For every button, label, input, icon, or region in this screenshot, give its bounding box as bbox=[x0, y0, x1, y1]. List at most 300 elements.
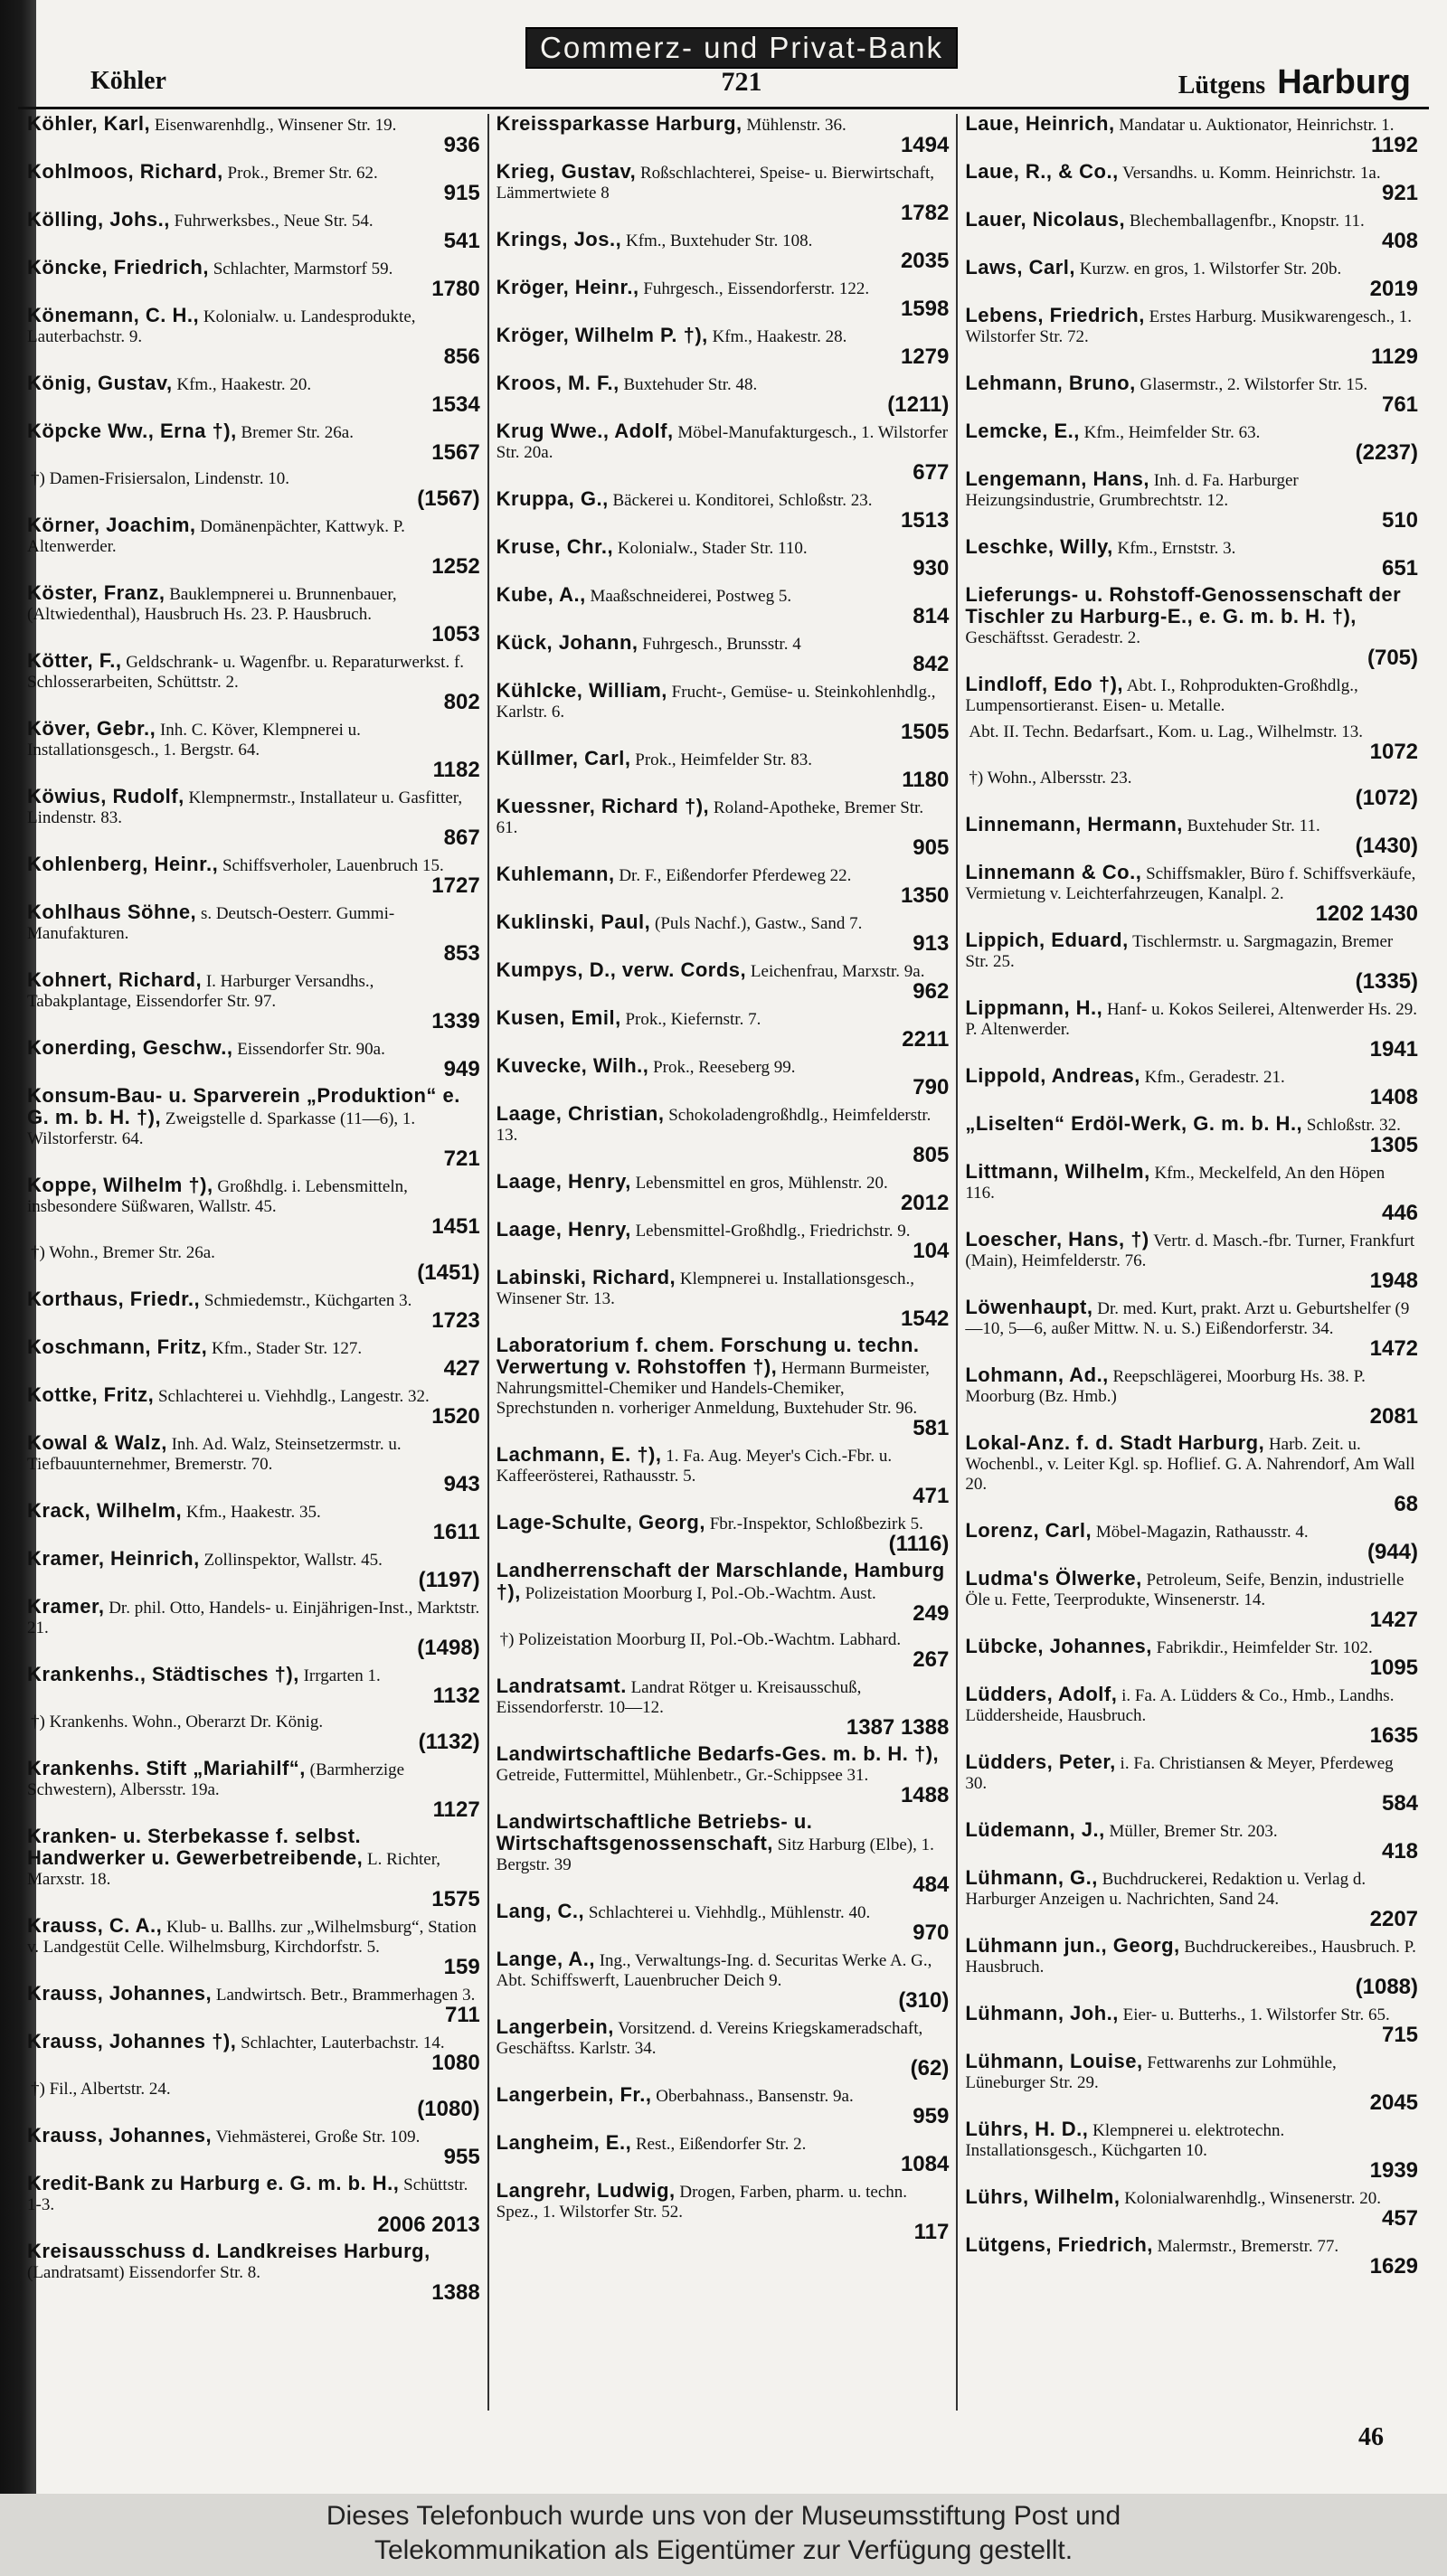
directory-entry bbox=[497, 864, 950, 906]
entry-name: Kramer, Heinrich, bbox=[27, 1547, 200, 1570]
entry-phone-number: 471 bbox=[913, 1484, 950, 1508]
entry-body bbox=[27, 1289, 480, 1311]
entry-details: Schmiedemstr., Küchgarten 3. bbox=[203, 1291, 412, 1310]
directory-entry bbox=[27, 306, 480, 367]
directory-entry bbox=[965, 1752, 1418, 1814]
entry-details: Buxtehuder Str. 11. bbox=[1187, 816, 1320, 835]
entry-body bbox=[965, 210, 1418, 231]
directory-entry bbox=[497, 2085, 950, 2127]
entry-name: Kölling, Johs., bbox=[27, 208, 170, 231]
entry-body bbox=[27, 1916, 480, 1958]
entry-phone-number: 959 bbox=[913, 2104, 950, 2128]
entry-details: Polizeistation Moorburg I, Pol.-Ob.-Wachtm. Aust. bbox=[525, 1584, 876, 1603]
directory-entry bbox=[965, 1297, 1418, 1359]
entry-phone-number: 1132 bbox=[432, 1684, 480, 1708]
directory-entry bbox=[497, 489, 950, 531]
entry-phone-number: 651 bbox=[1381, 556, 1419, 580]
entry-body bbox=[497, 1561, 950, 1604]
entry-phone-number: 1941 bbox=[1369, 1037, 1419, 1062]
entry-body bbox=[965, 1066, 1418, 1088]
entry-phone-number: 1387 1388 bbox=[846, 1715, 950, 1740]
entry-phone-number: 1388 bbox=[431, 2280, 480, 2305]
entry-body bbox=[965, 1684, 1418, 1726]
entry-details: Kfm., Haakestr. 20. bbox=[176, 375, 312, 394]
entry-details: Schlachter, Marmstorf 59. bbox=[213, 259, 393, 278]
directory-entry bbox=[965, 675, 1418, 716]
listing-column-2 bbox=[489, 114, 959, 2411]
entry-details: Fettwarenhs zur Lohmühle, Lüneburger Str. 29. bbox=[965, 2053, 1337, 2092]
entry-phone-number: (944) bbox=[1367, 1540, 1419, 1564]
entry-name: Lauer, Nicolaus, bbox=[965, 208, 1126, 231]
entry-body bbox=[497, 864, 950, 886]
entry-name: Lühmann, Joh., bbox=[965, 2002, 1119, 2024]
entry-phone-number: 915 bbox=[443, 181, 480, 205]
entry-details: Blechemballagenfbr., Knopstr. 11. bbox=[1129, 212, 1365, 231]
footer-line-2: Telekommunikation als Eigentümer zur Verfügung gestellt. bbox=[374, 2535, 1073, 2565]
entry-name: Köncke, Friedrich, bbox=[27, 256, 209, 278]
entry-body bbox=[27, 1826, 480, 1890]
entry-details: Schlachterei u. Viehhdlg., Langestr. 32. bbox=[157, 1387, 430, 1406]
entry-details: †) Wohn., Bremer Str. 26a. bbox=[31, 1243, 215, 1262]
entry-name: Lühmann, G., bbox=[965, 1866, 1098, 1889]
directory-entry bbox=[497, 1561, 950, 1624]
entry-body bbox=[965, 863, 1418, 904]
entry-phone-number: 761 bbox=[1381, 392, 1419, 417]
entry-name: Lokal-Anz. f. d. Stadt Harburg, bbox=[965, 1431, 1265, 1454]
entry-body bbox=[497, 585, 950, 607]
entry-body bbox=[965, 1365, 1418, 1407]
directory-entry bbox=[965, 1433, 1418, 1514]
directory-entry bbox=[27, 1916, 480, 1977]
directory-entry bbox=[965, 2004, 1418, 2045]
entry-body bbox=[497, 114, 950, 136]
entry-body bbox=[27, 373, 480, 395]
entry-phone-number: 2045 bbox=[1369, 2090, 1419, 2115]
entry-body bbox=[965, 2004, 1418, 2025]
entry-body bbox=[497, 2017, 950, 2059]
entry-name: Lohmann, Ad., bbox=[965, 1363, 1109, 1386]
entry-phone-number: 117 bbox=[913, 2220, 950, 2244]
entry-details: Geschäftsst. Geradestr. 2. bbox=[965, 628, 1140, 647]
entry-name: Labinski, Richard, bbox=[496, 1266, 676, 1288]
entry-name: Kranken- u. Sterbekasse f. selbst. Handwerker u. Gewerbetreibende, bbox=[27, 1825, 364, 1869]
directory-entry bbox=[965, 162, 1418, 203]
entry-phone-number: 1350 bbox=[900, 883, 950, 908]
entry-body bbox=[27, 210, 480, 231]
entry-body bbox=[27, 421, 480, 443]
entry-phone-number: (2237) bbox=[1355, 440, 1419, 465]
entry-phone-number: (1211) bbox=[887, 392, 950, 417]
entry-body bbox=[965, 373, 1418, 395]
entry-body bbox=[965, 2187, 1418, 2209]
entry-name: Koppe, Wilhelm †), bbox=[27, 1174, 213, 1196]
entry-body bbox=[27, 162, 480, 184]
entry-phone-number: 1520 bbox=[431, 1404, 480, 1429]
entry-body bbox=[27, 970, 480, 1012]
entry-details: Vertr. d. Masch.-fbr. Turner, Frankfurt (Main), Heimfelderstr. 76. bbox=[965, 1231, 1415, 1270]
entry-details: Klempnerei u. Installationsgesch., Winsener Str. 13. bbox=[496, 1269, 914, 1308]
entry-name: Littmann, Wilhelm, bbox=[965, 1160, 1150, 1183]
header-last-entry bbox=[1178, 63, 1411, 102]
entry-details: Hermann Burmeister, Nahrungsmittel-Chemiker und Handels-Chemiker, Sprechstunden n. vorheriger Anmeldung, Buxtehuder Str. 96. bbox=[496, 1359, 930, 1418]
directory-entry bbox=[27, 210, 480, 251]
entry-details: i. Fa. A. Lüdders & Co., Hmb., Landhs. Lüddersheide, Hausbruch. bbox=[965, 1686, 1395, 1725]
directory-entry bbox=[27, 1337, 480, 1379]
entry-body bbox=[497, 912, 950, 934]
entry-body bbox=[965, 1521, 1418, 1543]
directory-entry bbox=[27, 1086, 480, 1169]
entry-name: Landwirtschaftliche Bedarfs-Ges. m. b. H. †), bbox=[496, 1742, 940, 1765]
entry-name: Langheim, E., bbox=[496, 2131, 632, 2154]
entry-phone-number: 1072 bbox=[1369, 740, 1419, 764]
entry-name: Köver, Gebr., bbox=[27, 717, 156, 740]
entry-details: †) Polizeistation Moorburg II, Pol.-Ob.-Wachtm. Labhard. bbox=[499, 1630, 902, 1649]
entry-phone-number: 921 bbox=[1381, 181, 1419, 205]
entry-phone-number: 510 bbox=[1381, 508, 1419, 533]
entry-phone-number: 943 bbox=[443, 1472, 480, 1496]
directory-entry bbox=[497, 1220, 950, 1261]
directory-entry bbox=[27, 1713, 480, 1752]
entry-details: Buxtehuder Str. 48. bbox=[623, 375, 758, 394]
entry-name: Linnemann & Co., bbox=[965, 861, 1142, 883]
entry-body bbox=[497, 1008, 950, 1030]
entry-name: Konerding, Geschw., bbox=[27, 1036, 233, 1059]
entry-details: (Puls Nachf.), Gastw., Sand 7. bbox=[655, 914, 863, 933]
entry-phone-number: 267 bbox=[913, 1647, 950, 1672]
entry-details: Müller, Bremer Str. 203. bbox=[1109, 1822, 1278, 1841]
entry-body bbox=[27, 258, 480, 279]
entry-details: Schlachterei u. Viehhdlg., Mühlenstr. 40. bbox=[588, 1903, 871, 1922]
entry-name: König, Gustav, bbox=[27, 372, 173, 394]
listing-columns bbox=[20, 114, 1425, 2411]
footer-notice bbox=[0, 2494, 1447, 2576]
entry-body bbox=[497, 230, 950, 251]
entry-name: Kreissparkasse Harburg, bbox=[496, 112, 742, 135]
directory-entry bbox=[27, 1826, 480, 1910]
entry-phone-number: 805 bbox=[913, 1143, 950, 1167]
entry-body bbox=[27, 1038, 480, 1060]
entry-details: Prok., Kiefernstr. 7. bbox=[625, 1010, 761, 1029]
entry-phone-number: 856 bbox=[443, 344, 480, 369]
entry-body bbox=[965, 1820, 1418, 1842]
entry-phone-number: (705) bbox=[1367, 646, 1419, 670]
entry-body bbox=[497, 1268, 950, 1309]
entry-details: Kfm., Ernststr. 3. bbox=[1117, 539, 1236, 558]
entry-body bbox=[969, 769, 1418, 788]
entry-name: Lippich, Eduard, bbox=[965, 929, 1129, 951]
entry-body bbox=[27, 1549, 480, 1571]
entry-name: Kohlhaus Söhne, bbox=[27, 901, 197, 923]
directory-entry bbox=[965, 1637, 1418, 1678]
entry-body bbox=[965, 998, 1418, 1040]
entry-phone-number: 715 bbox=[1381, 2023, 1419, 2047]
entry-name: Kröger, Heinr., bbox=[496, 276, 639, 298]
entry-phone-number: 2012 bbox=[900, 1191, 950, 1215]
entry-body bbox=[497, 1220, 950, 1241]
entry-body bbox=[965, 675, 1418, 716]
directory-entry bbox=[965, 1569, 1418, 1630]
entry-details: I. Harburger Versandhs., Tabakplantage, Eissendorfer Str. 97. bbox=[27, 972, 374, 1011]
entry-name: Kowal & Walz, bbox=[27, 1431, 167, 1454]
entry-name: Krauss, C. A., bbox=[27, 1914, 163, 1937]
entry-body bbox=[497, 537, 950, 559]
entry-details: Lebensmittel en gros, Mühlenstr. 20. bbox=[635, 1174, 888, 1193]
entry-details: Getreide, Futtermittel, Mühlenbetr., Gr.-Schippsee 31. bbox=[496, 1766, 869, 1785]
entry-name: Kötter, F., bbox=[27, 649, 122, 672]
directory-entry bbox=[27, 1597, 480, 1658]
directory-entry bbox=[965, 722, 1418, 762]
entry-name: Kumpys, D., verw. Cords, bbox=[496, 958, 747, 981]
entry-name: Linnemann, Hermann, bbox=[965, 813, 1183, 835]
entry-phone-number: 962 bbox=[913, 979, 950, 1004]
entry-details: †) Fil., Albertstr. 24. bbox=[31, 2080, 171, 2099]
directory-entry bbox=[965, 585, 1418, 668]
entry-phone-number: 1575 bbox=[431, 1887, 480, 1911]
directory-entry bbox=[965, 769, 1418, 808]
entry-name: Kuklinski, Paul, bbox=[496, 911, 651, 933]
entry-phone-number: 1127 bbox=[432, 1798, 480, 1822]
entry-details: Tischlermstr. u. Sargmagazin, Bremer Str. 25. bbox=[965, 932, 1394, 971]
entry-phone-number: 1488 bbox=[900, 1783, 950, 1807]
entry-name: Lüdemann, J., bbox=[965, 1818, 1105, 1841]
directory-entry bbox=[497, 1445, 950, 1506]
entry-name: Landratsamt. bbox=[496, 1675, 627, 1697]
entry-body bbox=[965, 1637, 1418, 1658]
entry-body bbox=[497, 681, 950, 722]
entry-name: Lippmann, H., bbox=[965, 996, 1103, 1019]
entry-name: „Liselten“ Erdöl-Werk, G. m. b. H., bbox=[965, 1112, 1303, 1135]
entry-name: Könemann, C. H., bbox=[27, 304, 200, 326]
entry-name: Krings, Jos., bbox=[496, 228, 622, 250]
entry-body bbox=[27, 515, 480, 557]
entry-phone-number: 1180 bbox=[902, 768, 950, 792]
entry-name: Laage, Henry, bbox=[496, 1170, 631, 1193]
directory-entry bbox=[27, 373, 480, 415]
entry-name: Landwirtschaftliche Betriebs- u. Wirtschaftsgenossenschaft, bbox=[496, 1810, 813, 1854]
entry-phone-number: 1192 bbox=[1370, 133, 1419, 157]
entry-phone-number: 541 bbox=[443, 229, 480, 253]
entry-body bbox=[27, 2174, 480, 2215]
directory-entry bbox=[965, 1936, 1418, 1997]
entry-body bbox=[497, 489, 950, 511]
directory-entry bbox=[27, 651, 480, 712]
entry-body bbox=[31, 1713, 480, 1732]
entry-body bbox=[497, 2181, 950, 2222]
entry-body bbox=[497, 1056, 950, 1078]
entry-body bbox=[27, 1086, 480, 1149]
directory-entry bbox=[27, 2174, 480, 2235]
entry-details: Leichenfrau, Marxstr. 9a. bbox=[750, 962, 925, 981]
entry-details: Möbel-Magazin, Rathausstr. 4. bbox=[1095, 1523, 1309, 1542]
entry-details: Schlachter, Lauterbachstr. 14. bbox=[241, 2033, 445, 2052]
entry-phone-number: 721 bbox=[443, 1146, 480, 1171]
entry-details: Schüttstr. 1-3. bbox=[27, 2175, 468, 2214]
directory-entry bbox=[497, 1172, 950, 1213]
entry-name: Kröger, Wilhelm P. †), bbox=[496, 324, 708, 346]
directory-entry bbox=[497, 373, 950, 415]
entry-phone-number: 1629 bbox=[1369, 2254, 1419, 2279]
entry-name: Kredit-Bank zu Harburg e. G. m. b. H., bbox=[27, 2172, 400, 2194]
entry-phone-number: 1723 bbox=[431, 1308, 480, 1333]
entry-name: Krieg, Gustav, bbox=[496, 160, 637, 183]
entry-phone-number: 1129 bbox=[1370, 344, 1419, 369]
directory-entry bbox=[27, 1665, 480, 1706]
page-header bbox=[54, 27, 1429, 99]
entry-phone-number: 408 bbox=[1381, 229, 1419, 253]
directory-entry bbox=[27, 162, 480, 203]
entry-phone-number: (1197) bbox=[418, 1568, 480, 1592]
directory-entry bbox=[27, 2126, 480, 2167]
directory-entry bbox=[497, 1056, 950, 1098]
entry-phone-number: 1598 bbox=[900, 297, 950, 321]
entry-body bbox=[27, 1665, 480, 1686]
entry-details: Mandatar u. Auktionator, Heinrichstr. 1. bbox=[1119, 116, 1395, 135]
entry-details: Landrat Rötger u. Kreisausschuß, Eissendorferstr. 10—12. bbox=[496, 1678, 862, 1717]
directory-entry bbox=[965, 306, 1418, 367]
entry-phone-number: 1252 bbox=[431, 554, 480, 579]
directory-entry bbox=[497, 1104, 950, 1165]
entry-body bbox=[27, 306, 480, 347]
entry-name: Koschmann, Fritz, bbox=[27, 1335, 208, 1358]
entry-body bbox=[965, 114, 1418, 136]
entry-details: Bauklempnerei u. Brunnenbauer, (Altwiedenthal), Hausbruch Hs. 23. P. Hausbruch. bbox=[27, 585, 397, 624]
entry-phone-number: 853 bbox=[443, 941, 480, 966]
entry-name: Küllmer, Carl, bbox=[496, 747, 631, 769]
directory-entry bbox=[497, 1335, 950, 1439]
entry-body bbox=[27, 854, 480, 876]
entry-details: Möbel-Manufakturgesch., 1. Wilstorfer Str. 20a. bbox=[496, 423, 949, 462]
entry-name: Lüdders, Adolf, bbox=[965, 1683, 1118, 1705]
entry-body bbox=[497, 1676, 950, 1718]
entry-phone-number: 1182 bbox=[432, 758, 480, 782]
entry-details: Zollinspektor, Wallstr. 45. bbox=[203, 1551, 383, 1570]
entry-details: Sitz Harburg (Elbe), 1. Bergstr. 39 bbox=[496, 1835, 934, 1874]
entry-details: Fuhrgesch., Eissendorferstr. 122. bbox=[643, 279, 870, 298]
directory-entry bbox=[27, 2241, 480, 2303]
entry-name: Kuvecke, Wilh., bbox=[496, 1054, 649, 1077]
entry-body bbox=[965, 1569, 1418, 1610]
directory-entry bbox=[965, 469, 1418, 531]
entry-name: Langerbein, bbox=[496, 2015, 614, 2038]
entry-body bbox=[497, 421, 950, 463]
entry-name: Lindloff, Edo †), bbox=[965, 673, 1124, 695]
directory-entry bbox=[27, 1984, 480, 2025]
directory-entry bbox=[965, 1521, 1418, 1562]
entry-name: Lange, A., bbox=[496, 1948, 595, 1970]
entry-phone-number: 1567 bbox=[431, 440, 480, 465]
entry-phone-number: 581 bbox=[913, 1416, 950, 1440]
directory-entry bbox=[27, 421, 480, 463]
entry-details: Dr. phil. Otto, Handels- u. Einjährigen-Inst., Marktstr. 21. bbox=[27, 1599, 480, 1637]
entry-details: Ing., Verwaltungs-Ing. d. Securitas Werke A. G., Abt. Schiffswerft, Lauenbrucher Deich 9. bbox=[496, 1951, 932, 1990]
entry-phone-number: 1513 bbox=[900, 508, 950, 533]
entry-body bbox=[965, 1297, 1418, 1339]
directory-entry bbox=[27, 1038, 480, 1080]
entry-phone-number: (1567) bbox=[417, 486, 480, 511]
entry-details: Inh. d. Fa. Harburger Heizungsindustrie, Grumbrechtstr. 12. bbox=[965, 471, 1299, 510]
directory-entry bbox=[965, 373, 1418, 415]
directory-entry bbox=[965, 1684, 1418, 1746]
entry-details: Kfm., Haakestr. 35. bbox=[185, 1503, 321, 1522]
entry-phone-number: 1451 bbox=[431, 1214, 480, 1239]
entry-name: Lühmann jun., Georg, bbox=[965, 1934, 1180, 1957]
entry-phone-number: 930 bbox=[913, 556, 950, 580]
entry-phone-number: (1116) bbox=[888, 1532, 950, 1556]
entry-details: Schloßstr. 32. bbox=[1306, 1116, 1401, 1135]
directory-entry bbox=[965, 421, 1418, 463]
entry-name: Köwius, Rudolf, bbox=[27, 785, 184, 807]
entry-phone-number: 418 bbox=[1381, 1839, 1419, 1864]
directory-entry bbox=[27, 515, 480, 577]
directory-entry bbox=[965, 1230, 1418, 1291]
entry-body bbox=[965, 930, 1418, 972]
directory-entry bbox=[27, 469, 480, 509]
entry-body bbox=[500, 1630, 950, 1650]
entry-name: Lieferungs- u. Rohstoff-Genossenschaft der Tischler zu Harburg-E., e. G. m. b. H. †), bbox=[965, 583, 1402, 627]
directory-entry bbox=[497, 326, 950, 367]
entry-details: Buchdruckereibes., Hausbruch. P. Hausbruch. bbox=[965, 1938, 1416, 1977]
entry-name: Laage, Christian, bbox=[496, 1102, 665, 1125]
entry-name: Lührs, H. D., bbox=[965, 2118, 1089, 2140]
entry-body bbox=[965, 1752, 1418, 1794]
directory-entry bbox=[497, 2017, 950, 2079]
entry-details: Versandhs. u. Komm. Heinrichstr. 1a. bbox=[1122, 164, 1381, 183]
entry-details: Hanf- u. Kokos Seilerei, Altenwerder Hs. 29. P. Altenwerder. bbox=[965, 1000, 1418, 1039]
entry-details: Buchdruckerei, Redaktion u. Verlag d. Harburger Anzeigen u. Nachrichten, Sand 24. bbox=[965, 1870, 1367, 1909]
entry-phone-number: 802 bbox=[443, 690, 480, 714]
entry-phone-number: (1498) bbox=[417, 1636, 480, 1660]
directory-entry bbox=[965, 1066, 1418, 1108]
directory-entry bbox=[965, 815, 1418, 856]
directory-entry bbox=[27, 1549, 480, 1590]
directory-entry bbox=[497, 278, 950, 319]
directory-entry bbox=[497, 1901, 950, 1943]
entry-body bbox=[497, 1901, 950, 1923]
entry-body bbox=[965, 1433, 1418, 1495]
entry-details: Schokoladengroßhdlg., Heimfelderstr. 13. bbox=[496, 1106, 932, 1145]
entry-body bbox=[965, 1114, 1418, 1136]
entry-body bbox=[965, 537, 1418, 559]
entry-details: Malermstr., Bremerstr. 77. bbox=[1157, 2237, 1339, 2256]
directory-entry bbox=[497, 681, 950, 742]
entry-name: Krauss, Johannes †), bbox=[27, 2030, 237, 2052]
directory-entry bbox=[27, 1385, 480, 1427]
directory-entry bbox=[497, 749, 950, 790]
entry-details: Kfm., Haakestr. 28. bbox=[712, 327, 847, 346]
entry-phone-number: 1782 bbox=[900, 201, 950, 225]
entry-name: Langrehr, Ludwig, bbox=[496, 2179, 676, 2202]
entry-details: Inh. C. Köver, Klempnerei u. Installationsgesch., 1. Bergstr. 64. bbox=[27, 721, 361, 760]
entry-details: Fabrikdir., Heimfelder Str. 102. bbox=[1156, 1638, 1373, 1657]
directory-entry bbox=[27, 1501, 480, 1543]
entry-body bbox=[27, 1759, 480, 1800]
entry-name: Lühmann, Louise, bbox=[965, 2050, 1143, 2072]
directory-entry bbox=[497, 912, 950, 954]
entry-details: Kfm., Meckelfeld, An den Höpen 116. bbox=[965, 1164, 1386, 1203]
directory-entry bbox=[965, 998, 1418, 1060]
entry-name: Krack, Wilhelm, bbox=[27, 1499, 183, 1522]
entry-phone-number: 584 bbox=[1381, 1791, 1419, 1816]
entry-phone-number: 790 bbox=[913, 1075, 950, 1099]
directory-entry bbox=[497, 2181, 950, 2242]
entry-name: Lage-Schulte, Georg, bbox=[496, 1511, 705, 1533]
entry-details: Erstes Harburg. Musikwarengesch., 1. Wilstorfer Str. 72. bbox=[965, 307, 1412, 346]
entry-phone-number: 955 bbox=[443, 2145, 480, 2169]
entry-phone-number: (1132) bbox=[418, 1730, 480, 1754]
entry-body bbox=[497, 326, 950, 347]
entry-body bbox=[497, 1335, 950, 1419]
entry-name: Lemcke, E., bbox=[965, 420, 1080, 442]
